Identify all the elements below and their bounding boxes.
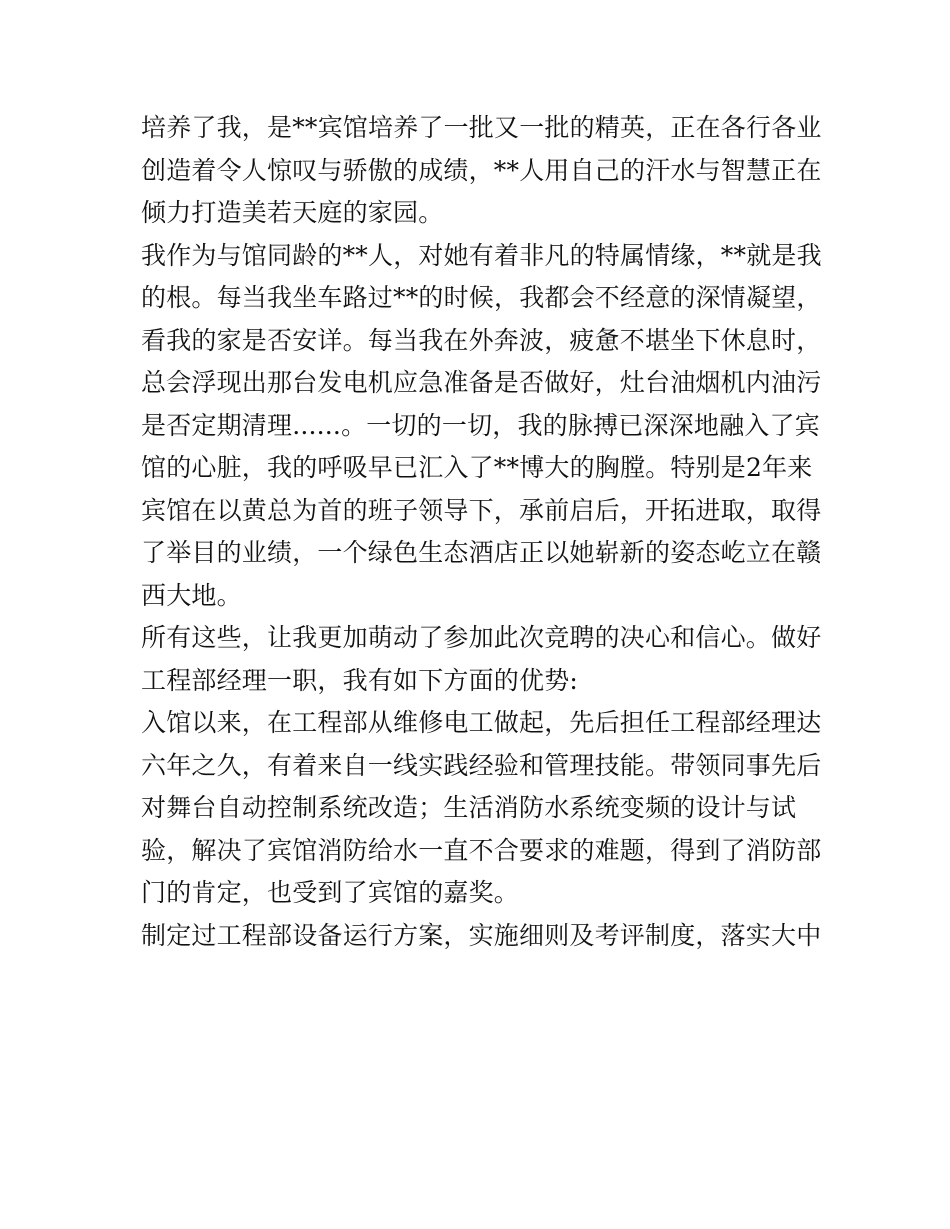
text-line: 培养了我，是**宾馆培养了一批又一批的精英，正在各行各业	[141, 113, 822, 142]
text-line: 门的肯定，也受到了宾馆的嘉奖。	[141, 878, 520, 907]
paragraph	[141, 235, 822, 618]
paragraph	[141, 915, 822, 958]
text-line: 倾力打造美若天庭的家园。	[141, 198, 444, 227]
text-line: 工程部经理一职，我有如下方面的优势:	[141, 665, 579, 695]
text-line: 馆的心脏，我的呼吸早已汇入了**博大的胸膛。特别是2年来	[141, 453, 813, 482]
text-line: 验，解决了宾馆消防给水一直不合要求的难题，得到了消防部	[141, 835, 822, 865]
text-line: 宾馆在以黄总为首的班子领导下，承前启后，开拓进取，取得	[141, 495, 822, 525]
text-line: 对舞台自动控制系统改造；生活消防水系统变频的设计与试	[141, 793, 797, 822]
paragraph	[141, 107, 822, 235]
text-line: 的根。每当我坐车路过**的时候，我都会不经意的深情凝望，	[141, 283, 822, 312]
text-line: 创造着令人惊叹与骄傲的成绩，**人用自己的汗水与智慧正在	[141, 155, 822, 185]
text-line: 总会浮现出那台发电机应急准备是否做好，灶台油烟机内油污	[141, 368, 822, 397]
text-line: 西大地。	[141, 580, 242, 610]
text-line: 所有这些，让我更加萌动了参加此次竞聘的决心和信心。做好	[141, 623, 822, 652]
text-line: 看我的家是否安详。每当我在外奔波，疲惫不堪坐下休息时，	[141, 325, 822, 355]
paragraph	[141, 702, 822, 915]
text-line: 我作为与馆同龄的**人，对她有着非凡的特属情缘，**就是我	[141, 240, 822, 270]
text-line: 制定过工程部设备运行方案，实施细则及考评制度，落实大中	[141, 920, 822, 950]
text-line: 了举目的业绩，一个绿色生态酒店正以她崭新的姿态屹立在赣	[141, 538, 822, 567]
document-body	[141, 107, 822, 957]
text-line: 六年之久，有着来自一线实践经验和管理技能。带领同事先后	[141, 750, 822, 780]
text-line: 入馆以来，在工程部从维修电工做起，先后担任工程部经理达	[141, 708, 822, 737]
text-line: 是否定期清理......。一切的一切，我的脉搏已深深地融入了宾	[141, 410, 820, 440]
paragraph	[141, 617, 822, 702]
